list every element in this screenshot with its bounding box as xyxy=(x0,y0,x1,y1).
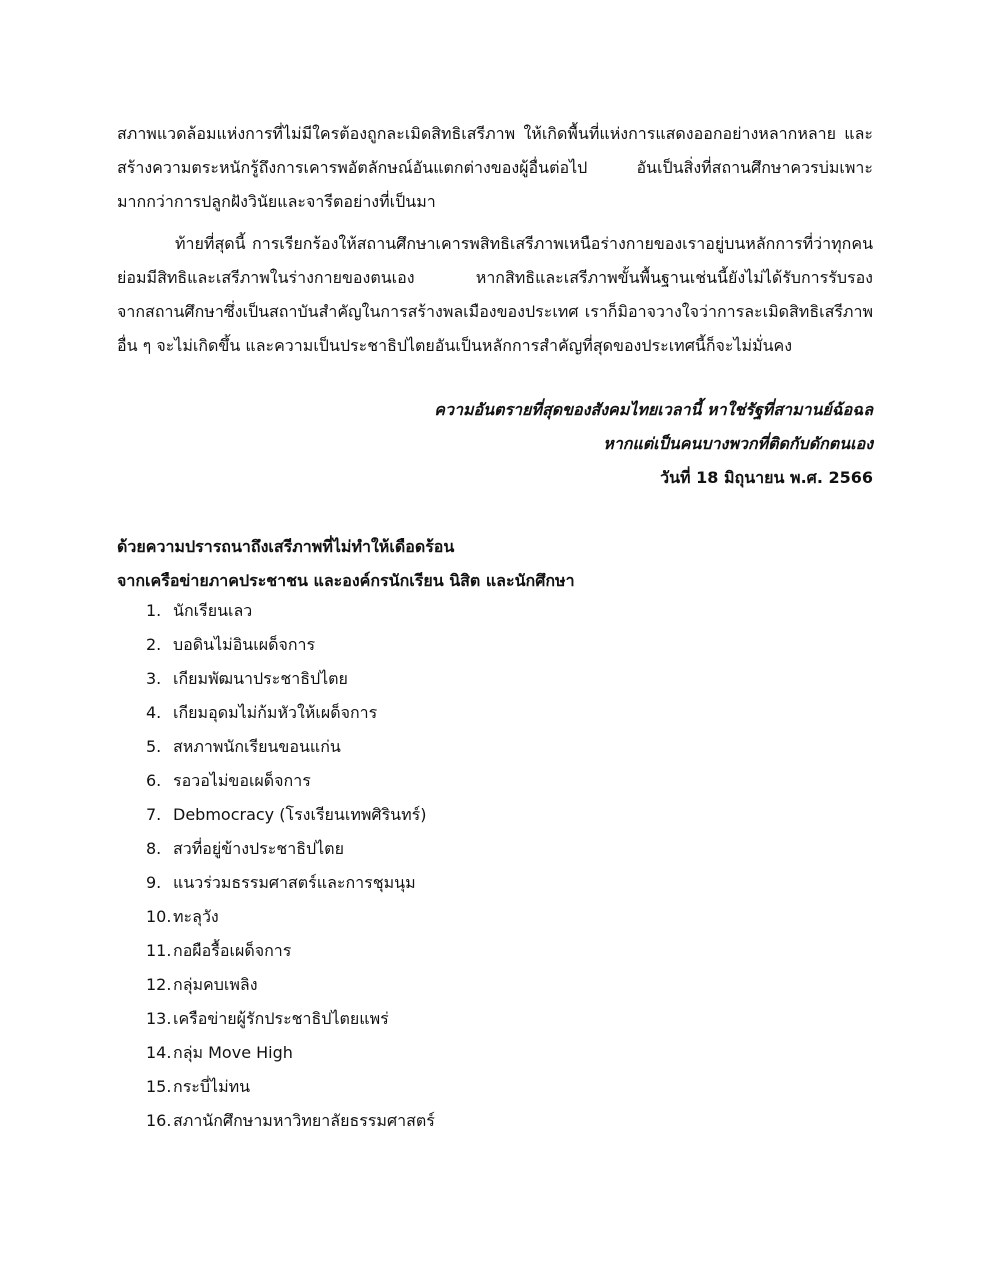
organization-list-item xyxy=(146,662,435,696)
list-item-name: สภานักศึกษามหาวิทยาลัยธรรมศาสตร์ xyxy=(173,1111,435,1130)
signature-line-1: ความอันตรายที่สุดของสังคมไทยเวลานี้ หาใช่รัฐที่สามานย์ฉ้อฉล xyxy=(434,400,873,419)
organization-list-item xyxy=(146,1070,435,1104)
list-item-name: ทะลุวัง xyxy=(173,907,219,926)
signature-block xyxy=(434,393,873,495)
list-item-name: สวที่อยู่ข้างประชาธิปไตย xyxy=(173,839,344,858)
organization-list-item xyxy=(146,1002,435,1036)
organization-list-item xyxy=(146,866,435,900)
list-item-name: กลุ่มคบเพลิง xyxy=(173,975,258,994)
closing-block xyxy=(117,530,575,598)
organization-list-item xyxy=(146,1036,435,1070)
paragraph-line: สภาพแวดล้อมแห่งการที่ไม่มีใครต้องถูกละเมิดสิทธิเสรีภาพ ให้เกิดพื้นที่แห่งการแสดงออกอย่างหลากหลาย และ xyxy=(117,124,873,143)
organization-list xyxy=(146,594,435,1138)
body-paragraph-2 xyxy=(117,227,873,363)
paragraph-line: มากกว่าการปลูกฝังวินัยและจารีตอย่างที่เป็นมา xyxy=(117,192,436,211)
list-item-name: เครือข่ายผู้รักประชาธิปไตยแพร่ xyxy=(173,1009,389,1028)
list-item-number: 5. xyxy=(146,737,162,756)
list-item-name: Debmocracy (โรงเรียนเทพศิรินทร์) xyxy=(173,805,427,824)
list-item-name: กอผือรื้อเผด็จการ xyxy=(173,941,292,960)
paragraph-line: ท้ายที่สุดนี้ การเรียกร้องให้สถานศึกษาเคารพสิทธิเสรีภาพเหนือร่างกายของเราอยู่บนหลักการที่ว่าทุกคน xyxy=(175,234,873,253)
list-item-name: เกียมอุดมไม่ก้มหัวให้เผด็จการ xyxy=(173,703,378,722)
list-item-number: 11. xyxy=(146,941,172,960)
closing-line-2: จากเครือข่ายภาคประชาชน และองค์กรนักเรียน นิสิต และนักศึกษา xyxy=(117,571,575,590)
list-item-number: 1. xyxy=(146,601,162,620)
list-item-number: 16. xyxy=(146,1111,172,1130)
list-item-number: 13. xyxy=(146,1009,172,1028)
paragraph-line: อื่น ๆ จะไม่เกิดขึ้น และความเป็นประชาธิปไตยอันเป็นหลักการสำคัญที่สุดของประเทศนี้ก็จะไม่มั่นคง xyxy=(117,336,793,355)
list-item-number: 14. xyxy=(146,1043,172,1062)
paragraph-line: สร้างความตระหนักรู้ถึงการเคารพอัตลักษณ์อันแตกต่างของผู้อื่นต่อไป อันเป็นสิ่งที่สถานศึกษาควรบ่มเพาะ xyxy=(117,158,873,177)
organization-list-item xyxy=(146,900,435,934)
closing-line-1: ด้วยความปรารถนาถึงเสรีภาพที่ไม่ทำให้เดือดร้อน xyxy=(117,537,455,556)
list-item-number: 6. xyxy=(146,771,162,790)
list-item-name: กลุ่ม Move High xyxy=(173,1043,293,1062)
list-item-name: แนวร่วมธรรมศาสตร์และการชุมนุม xyxy=(173,873,416,892)
organization-list-item xyxy=(146,594,435,628)
list-item-number: 10. xyxy=(146,907,172,926)
list-item-name: เกียมพัฒนาประชาธิปไตย xyxy=(173,669,348,688)
list-item-name: บอดินไม่อินเผด็จการ xyxy=(173,635,316,654)
list-item-number: 7. xyxy=(146,805,162,824)
organization-list-item xyxy=(146,798,435,832)
organization-list-item xyxy=(146,696,435,730)
body-paragraph-1 xyxy=(117,117,873,219)
paragraph-line: จากสถานศึกษาซึ่งเป็นสถาบันสำคัญในการสร้างพลเมืองของประเทศ เราก็มิอาจวางใจว่าการละเมิดสิทธิเสรีภาพ xyxy=(117,302,873,321)
list-item-number: 15. xyxy=(146,1077,172,1096)
organization-list-item xyxy=(146,764,435,798)
organization-list-item xyxy=(146,730,435,764)
signature-line-2: หากแต่เป็นคนบางพวกที่ติดกับดักตนเอง xyxy=(603,434,873,453)
list-item-name: รอวอไม่ขอเผด็จการ xyxy=(173,771,311,790)
organization-list-item xyxy=(146,934,435,968)
organization-list-item xyxy=(146,968,435,1002)
list-item-number: 2. xyxy=(146,635,162,654)
organization-list-item xyxy=(146,1104,435,1138)
list-item-number: 4. xyxy=(146,703,162,722)
list-item-number: 8. xyxy=(146,839,162,858)
list-item-name: กระบี่ไม่ทน xyxy=(173,1077,251,1096)
list-item-number: 3. xyxy=(146,669,162,688)
list-item-name: นักเรียนเลว xyxy=(173,601,253,620)
organization-list-item xyxy=(146,832,435,866)
list-item-number: 9. xyxy=(146,873,162,892)
organization-list-item xyxy=(146,628,435,662)
list-item-number: 12. xyxy=(146,975,172,994)
paragraph-line: ย่อมมีสิทธิและเสรีภาพในร่างกายของตนเอง หากสิทธิและเสรีภาพขั้นพื้นฐานเช่นนี้ยังไม่ได้รับการรับรอง xyxy=(117,268,873,287)
signature-date: วันที่ 18 มิถุนายน พ.ศ. 2566 xyxy=(660,468,873,487)
list-item-name: สหภาพนักเรียนขอนแก่น xyxy=(173,737,341,756)
